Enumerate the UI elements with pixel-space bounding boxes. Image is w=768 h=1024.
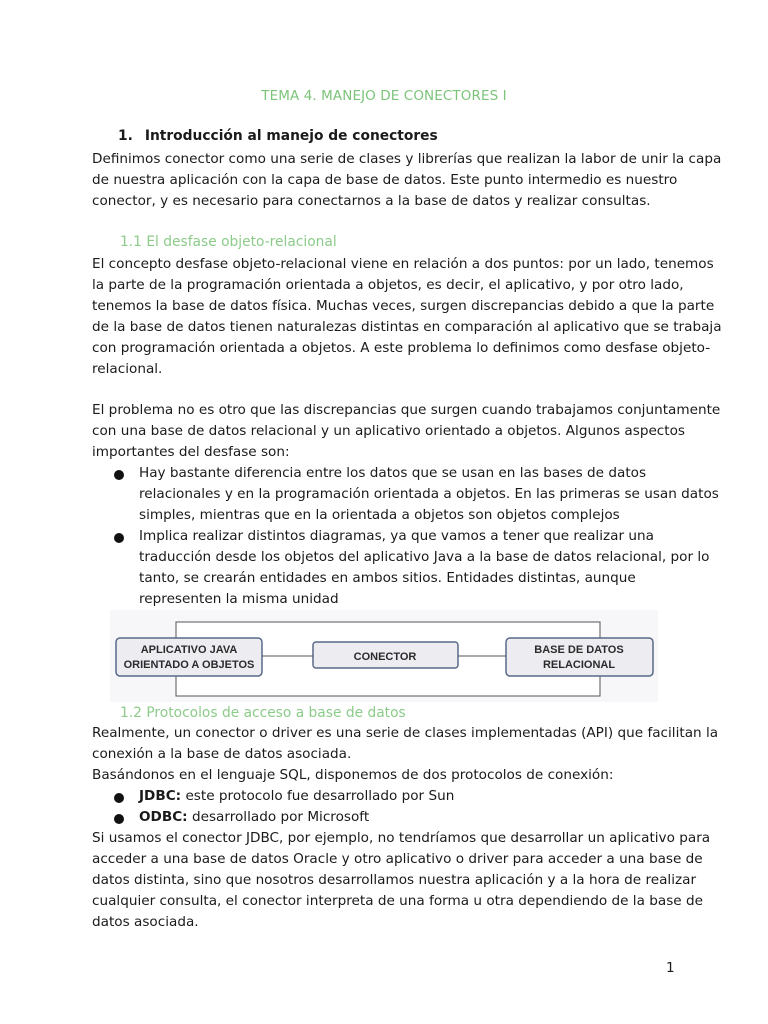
section-1-heading [118,128,438,144]
section-1-2-heading: 1.2 Protocolos de acceso a base de datos [120,705,406,721]
text-line: Realmente, un conector o driver es una serie de clases implementadas (API) que facilitan la [92,725,719,741]
text-line: importantes del desfase son: [92,444,290,460]
page-number: 1 [666,960,675,976]
text-line: Definimos conector como una serie de clases y librerías que realizan la labor de unir la capa [92,151,722,167]
bullet-icon [114,814,124,824]
text-line: de la base de datos tienen naturalezas distintas en comparación al aplicativo que se trabaja [92,319,722,335]
text-line: de nuestra aplicación con la capa de base de datos. Este punto intermedio es nuestro [92,172,678,188]
protocol-description: este protocolo fue desarrollado por Sun [181,788,455,804]
text-line: datos distinta, sino que nosotros desarrollamos nuestra aplicación y a la hora de realizar [92,872,697,888]
text-line: acceder a una base de datos Oracle y otro aplicativo o driver para acceder a una base de [92,851,703,867]
protocol-name: JDBC: [139,788,182,804]
protocol-name: ODBC: [139,809,188,825]
list-item-text [139,526,710,610]
diagram-left-label-1: APLICATIVO JAVA [140,644,238,656]
text-line: la parte de la programación orientada a objetos, es decir, el aplicativo, y por otro lado, [92,277,684,293]
diagram-center-label: CONECTOR [353,651,417,663]
text-line: relacionales y en la programación orientada a objetos. En las primeras se usan datos [139,486,719,502]
section-1-1-heading: 1.1 El desfase objeto-relacional [120,234,337,250]
text-line: Implica realizar distintos diagramas, ya que vamos a tener que realizar una [139,528,654,544]
text-line: relacional. [92,361,163,377]
text-line: conexión a la base de datos asociada. [92,746,352,762]
text-line: Si usamos el conector JDBC, por ejemplo, no tendríamos que desarrollar un aplicativo para [92,830,711,846]
text-line: simples, mientras que en la orientada a objetos son objetos complejos [139,507,620,523]
protocol-description: desarrollado por Microsoft [187,809,370,825]
section-1-2-paragraph-2 [92,828,711,933]
diagram-left-label-2: ORIENTADO A OBJETOS [123,659,255,671]
text-line: traducción desde los objetos del aplicativo Java a la base de datos relacional, por lo [139,549,710,565]
section-1-1-paragraph-1 [92,254,722,380]
text-line: con programación orientada a objetos. A este problema lo definimos como desfase objeto- [92,340,711,356]
section-1-paragraph [92,149,722,212]
section-1-number: 1. [118,128,133,144]
text-line: Basándonos en el lenguaje SQL, disponemos de dos protocolos de conexión: [92,767,614,783]
text-line: tenemos la base de datos física. Muchas veces, surgen discrepancias debido a que la parte [92,298,715,314]
text-line: tanto, se crearán entidades en ambos sitios. Entidades distintas, aunque [139,570,636,586]
document-title: TEMA 4. MANEJO DE CONECTORES I [261,88,507,104]
text-line: El problema no es otro que las discrepancias que surgen cuando trabajamos conjuntamente [92,402,721,418]
bullet-icon [114,793,124,803]
list-item-text [139,786,454,807]
diagram-right-label-1: BASE DE DATOS [534,644,624,656]
bullet-icon [114,470,124,480]
text-line: conector, y es necesario para conectarnos a la base de datos y realizar consultas. [92,193,651,209]
diagram-right-label-2: RELACIONAL [542,659,616,671]
list-item-text [139,463,719,526]
text-line: con una base de datos relacional y un aplicativo orientado a objetos. Algunos aspectos [92,423,686,439]
text-line: cualquier consulta, el conector interpreta de una forma u otra dependiendo de la base de [92,893,703,909]
text-line: representen la misma unidad [139,591,339,607]
section-1-title: Introducción al manejo de conectores [144,128,438,144]
section-1-2-paragraph-1 [92,723,719,786]
text-line: El concepto desfase objeto-relacional viene en relación a dos puntos: por un lado, tenemos [92,256,714,272]
bullet-icon [114,533,124,543]
text-line: Hay bastante diferencia entre los datos que se usan en las bases de datos [139,465,647,481]
section-1-1-paragraph-2 [92,400,721,463]
connector-diagram [110,610,658,702]
list-item-text [139,807,369,828]
text-line: datos asociada. [92,914,199,930]
